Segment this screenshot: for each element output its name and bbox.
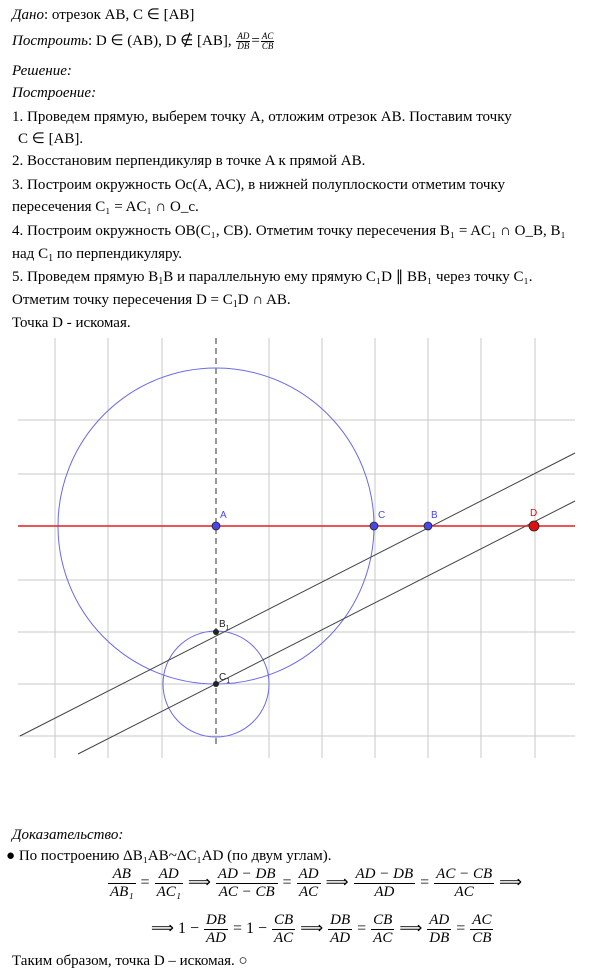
proof-label: Доказательство: [12,827,124,843]
fraction-numerator: CB [373,912,393,928]
fraction-numerator: AD [298,866,319,882]
point-c [370,522,378,530]
fraction-denominator: AC [274,930,294,946]
fraction-numerator: AD [429,912,450,928]
equation-fraction [108,866,136,901]
equation-row-1 [106,866,525,901]
equation-fraction [297,866,321,901]
equation-fraction [328,912,352,947]
point-a [212,522,220,530]
equation-fraction [434,866,494,901]
fraction-denominator: AB₁ [110,884,134,900]
fraction-numerator: CB [274,912,294,928]
step-3-cont: пересечения C₁ = AC₁ ∩ O_c. [12,199,199,215]
construct-fraction-2: $\frac{AC}{CB}$ [261,31,274,52]
end-mark: ○ [238,953,248,969]
fraction-denominator: AD [374,884,395,900]
equation-operator: ⟹ [399,920,423,938]
equation-operator: = [420,874,430,892]
equation-fraction [216,866,278,901]
conclusion-construction: Точка D - искомая. [12,315,131,331]
equation-operator: ⟹ [187,874,211,892]
bullet: ● [6,848,16,864]
step-4-cont: над $C_1$ по перпендикуляру. [12,246,183,264]
equation-operator: = [140,874,150,892]
equation-operator: = [456,920,466,938]
equation-fraction [204,912,228,947]
equation-operator: ⟹ [325,874,349,892]
label-c1: $C_1$ [219,672,231,685]
label-c: C [378,510,386,521]
construction-figure [0,338,600,768]
line-b1b [20,453,575,736]
construct-fraction-1: $\frac{AD}{DB}$ [237,31,250,52]
fraction-denominator: DB [429,930,450,946]
given-text: : отрезок AB, C ∈ [AB] [44,7,195,23]
fraction-denominator: AD [205,930,226,946]
fraction-denominator: CB [472,930,492,946]
equation-fraction [155,866,183,901]
fraction-numerator: AD − DB [217,866,276,882]
label-b: B [431,510,438,521]
given-label: Дано [12,7,44,23]
step-4: 4. Построим окружность OB(C₁, CB). Отметим точку пересечения B₁ = AC₁ ∩ O_B, B₁ [12,223,566,239]
grid [18,338,575,758]
construct-text: : D ∈ (AB), D ∉ [AB], [87,33,232,49]
construction-label: Построение: [12,85,97,101]
equation-prefix: ⟹ 1 − [151,920,199,938]
fraction-denominator: AC₁ [156,884,181,900]
step-3: 3. Построим окружность Oc(A, AC), в нижней полуплоскости отметим точку [12,177,506,193]
solution-label: Решение: [12,63,72,79]
fraction-numerator: AD [155,866,183,884]
equation-fraction [470,912,493,947]
construct-line: Построить: D ∈ (AB), D ∉ [AB], $\frac{AD}{DB}$ = $\frac{AC}{CB}$ [12,31,274,52]
fraction-numerator: DB [205,912,226,928]
proof-line-1: ● По построению ΔB₁AB~ΔC₁AD (по двум углам). [6,848,332,864]
proof-conclusion: Таким образом, точка D – искомая. ○ [12,953,248,969]
step-1-cont: C ∈ [AB]. [18,131,84,147]
fraction-denominator: AC [298,884,319,900]
fraction-denominator: AD [330,930,351,946]
fraction-numerator: AD − DB [355,866,414,882]
equation-operator: = 1 − [232,920,268,938]
fraction-numerator: AC [472,912,492,928]
point-d [529,521,539,531]
step-2: 2. Восстановим перпендикуляр в точке A к прямой AB. [12,153,366,169]
equation-operator: ⟹ [300,920,324,938]
fraction-numerator: AB [108,866,136,884]
given-line [12,6,194,24]
line-c1d [78,501,575,754]
equation-operator: = [357,920,367,938]
point-b [424,522,432,530]
equation-operator: ⟹ [499,874,523,892]
equation-row-2 [148,912,495,947]
construct-label: Построить [12,33,88,49]
fraction-denominator: AC [373,930,393,946]
equation-operator: = [282,874,292,892]
label-a: A [220,510,227,521]
label-b1: $B_1$ [219,619,230,632]
fraction-denominator: AC [454,884,474,900]
step-5: 5. Проведем прямую $B_1B$ и параллельную ему прямую C₁D ∥ BB₁ через точку C₁. [12,269,533,287]
fraction-numerator: DB [330,912,351,928]
equation-fraction [371,912,394,947]
equation-fraction [272,912,295,947]
step-1: 1. Проведем прямую, выберем точку A, отложим отрезок AB. Поставим точку [12,109,512,125]
fraction-denominator: AC − CB [218,884,275,900]
fraction-numerator: AC − CB [436,866,493,882]
step-5-cont: Отметим точку пересечения $D = C_1D$ ∩ AB. [12,292,291,310]
equation-fraction [354,866,416,901]
equation-fraction [427,912,451,947]
label-d: D [530,508,538,519]
